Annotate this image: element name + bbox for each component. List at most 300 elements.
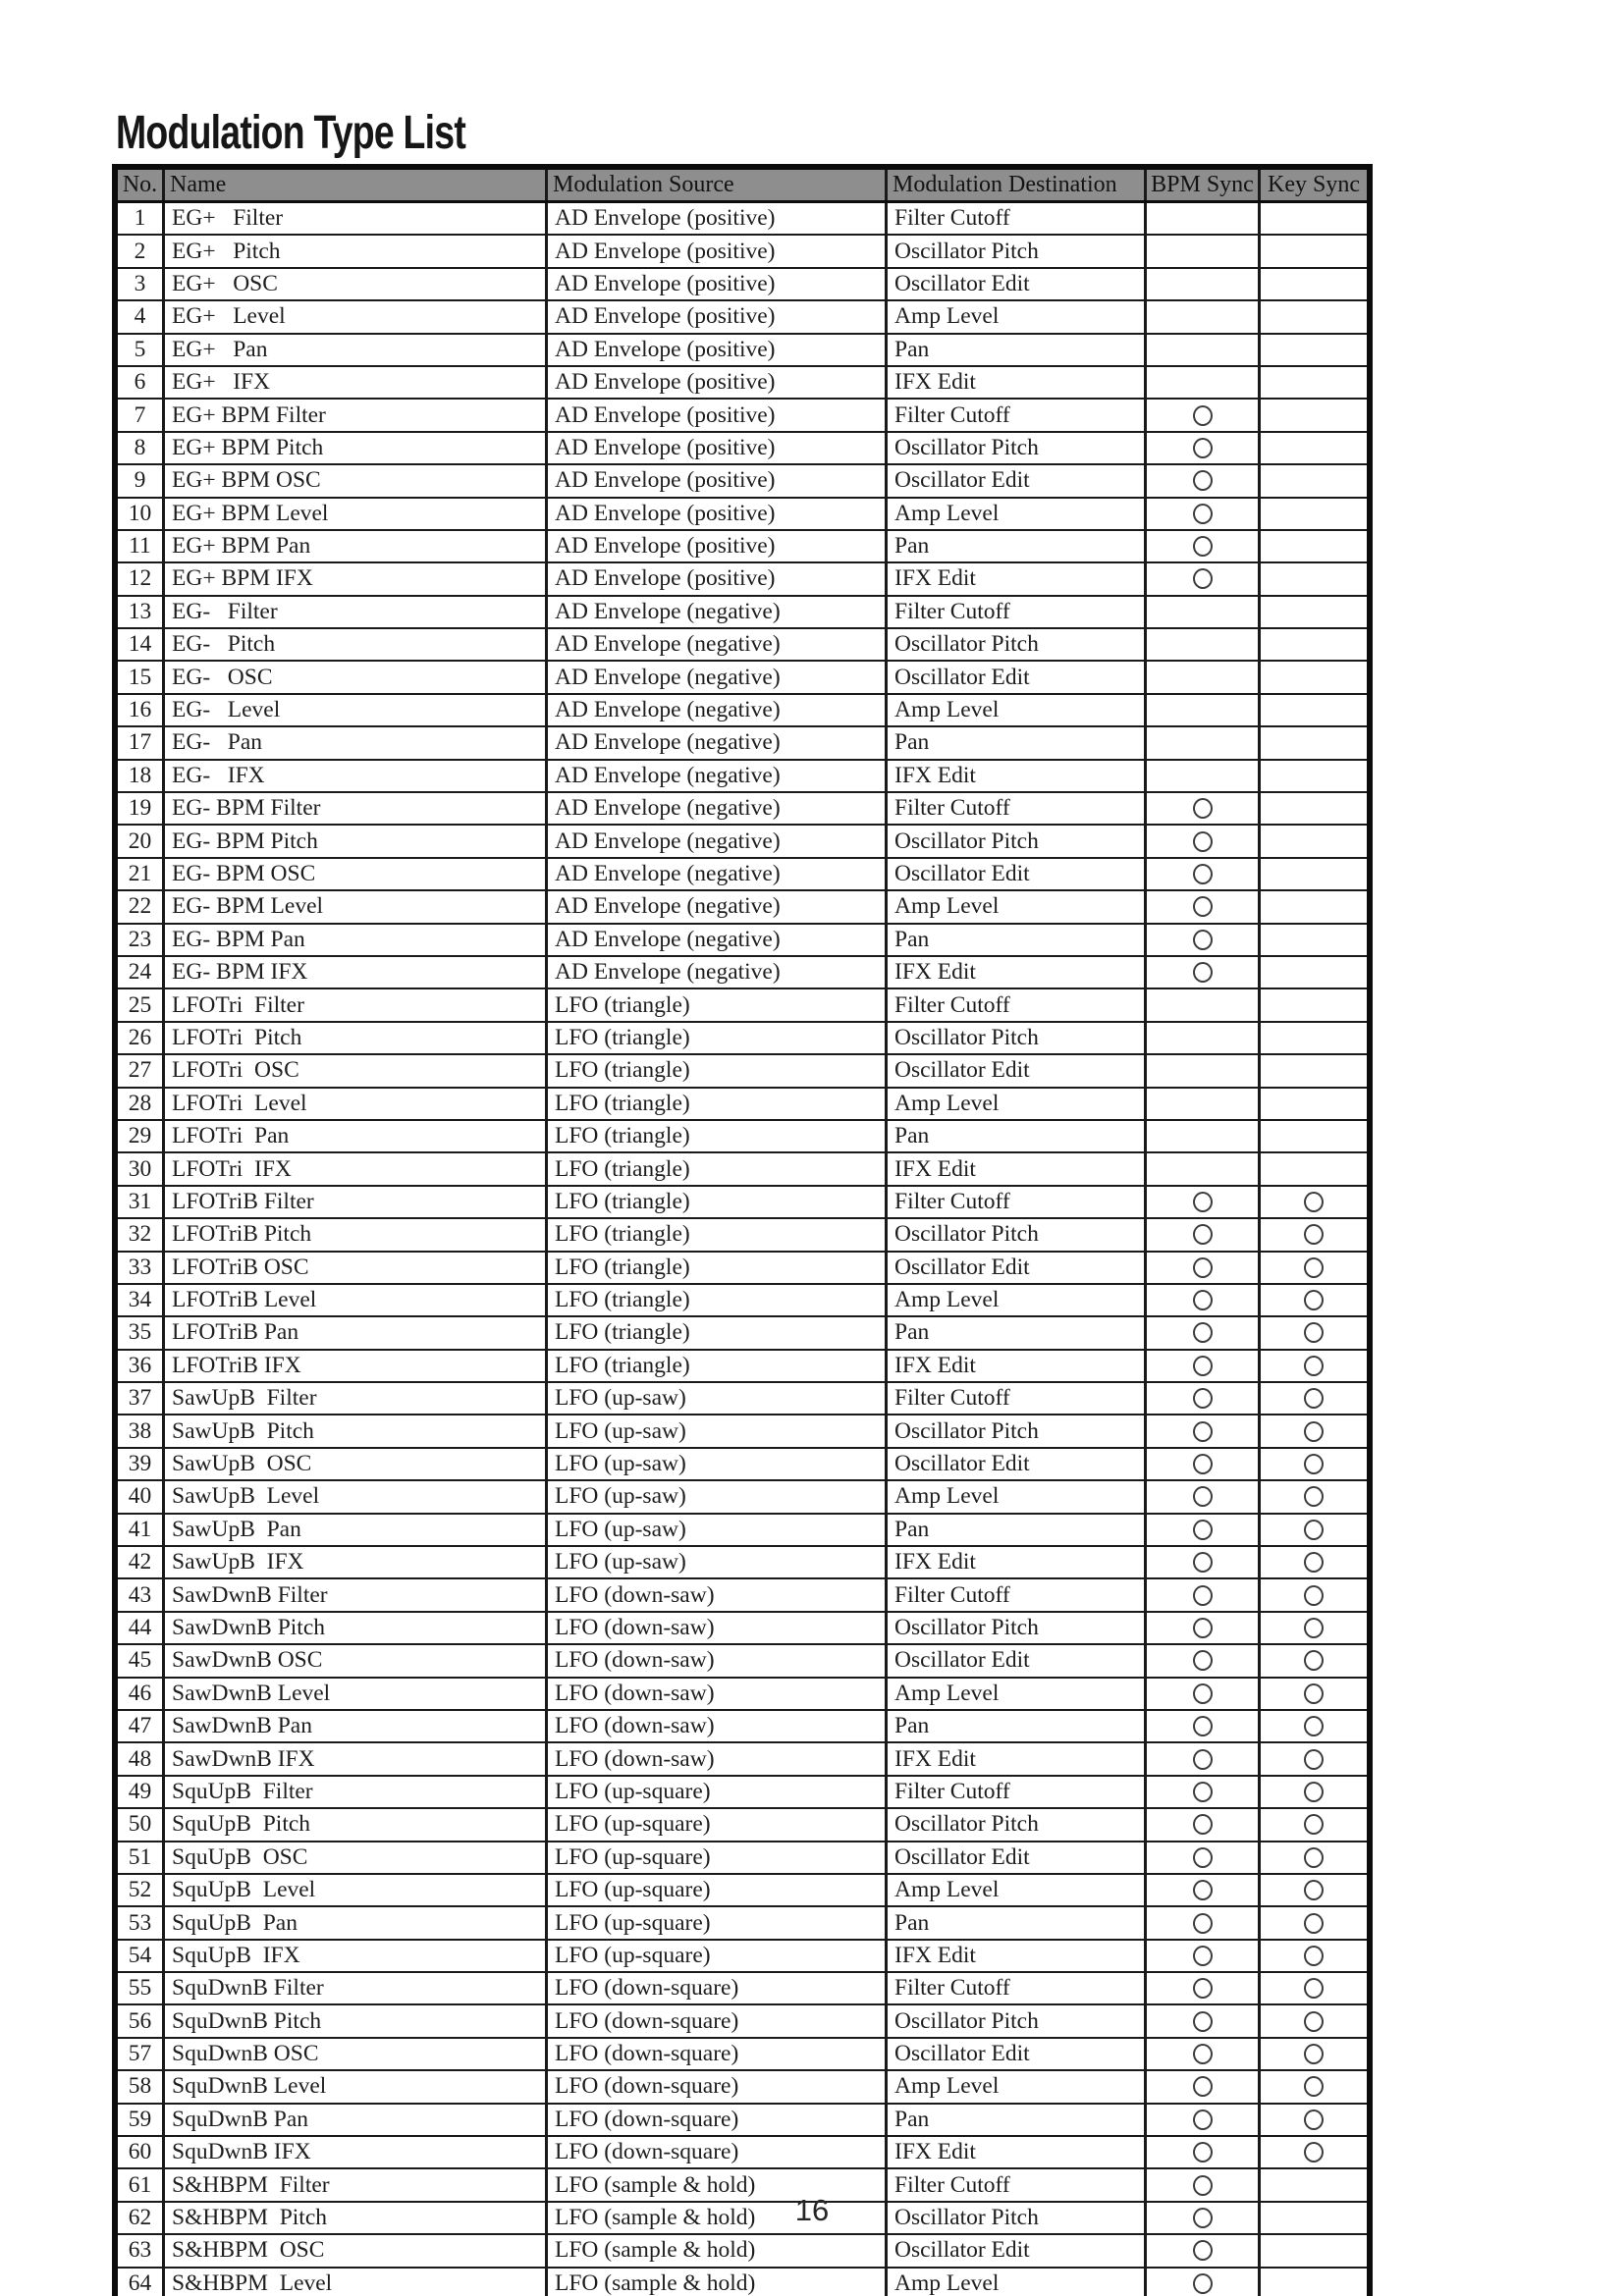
cell-key-sync	[1261, 1777, 1367, 1807]
cell-destination: Oscillator Edit	[888, 1842, 1147, 1873]
cell-bpm-sync	[1147, 499, 1261, 529]
cell-no: 33	[118, 1253, 165, 1283]
key-sync-mark	[1304, 1683, 1324, 1704]
key-sync-mark	[1304, 1356, 1324, 1376]
cell-name: EG+ BPM Filter	[165, 400, 548, 430]
cell-no: 19	[118, 793, 165, 824]
cell-bpm-sync	[1147, 1515, 1261, 1545]
cell-destination: IFX Edit	[888, 2137, 1147, 2167]
cell-bpm-sync	[1147, 925, 1261, 955]
cell-destination: IFX Edit	[888, 957, 1147, 988]
cell-destination: Filter Cutoff	[888, 1187, 1147, 1217]
cell-source: AD Envelope (negative)	[548, 727, 888, 758]
bpm-sync-mark	[1193, 470, 1213, 491]
cell-key-sync	[1261, 1875, 1367, 1905]
header-key-sync: Key Sync	[1268, 172, 1360, 197]
cell-key-sync	[1261, 989, 1367, 1020]
key-sync-mark	[1304, 1946, 1324, 1966]
cell-bpm-sync	[1147, 662, 1261, 692]
cell-destination: Filter Cutoff	[888, 400, 1147, 430]
bpm-sync-mark	[1193, 504, 1213, 524]
cell-destination: Oscillator Edit	[888, 2235, 1147, 2266]
table-row	[118, 1285, 1367, 1317]
cell-no: 23	[118, 925, 165, 955]
cell-name: SquUpB Pitch	[165, 1809, 548, 1840]
cell-no: 64	[118, 2269, 165, 2296]
cell-bpm-sync	[1147, 1645, 1261, 1676]
table-row	[118, 1153, 1367, 1186]
bpm-sync-mark	[1193, 536, 1213, 557]
cell-no: 50	[118, 1809, 165, 1840]
cell-no: 49	[118, 1777, 165, 1807]
cell-no: 59	[118, 2105, 165, 2135]
table-row	[118, 1449, 1367, 1481]
cell-no: 60	[118, 2137, 165, 2167]
cell-key-sync	[1261, 2039, 1367, 2069]
cell-key-sync	[1261, 891, 1367, 922]
cell-destination: Filter Cutoff	[888, 1383, 1147, 1414]
cell-bpm-sync	[1147, 1613, 1261, 1643]
modulation-table	[112, 164, 1373, 2296]
bpm-sync-mark	[1193, 930, 1213, 950]
cell-no: 4	[118, 301, 165, 332]
cell-no: 63	[118, 2235, 165, 2266]
cell-name: SawUpB Pitch	[165, 1415, 548, 1446]
key-sync-mark	[1304, 1486, 1324, 1507]
cell-no: 12	[118, 563, 165, 594]
table-row	[118, 400, 1367, 432]
table-row	[118, 2105, 1367, 2137]
cell-bpm-sync	[1147, 465, 1261, 496]
table-row	[118, 727, 1367, 760]
key-sync-mark	[1304, 1585, 1324, 1606]
cell-key-sync	[1261, 1907, 1367, 1938]
cell-no: 25	[118, 989, 165, 1020]
cell-key-sync	[1261, 2005, 1367, 2036]
key-sync-mark	[1304, 1782, 1324, 1802]
cell-source: LFO (triangle)	[548, 1089, 888, 1119]
cell-source: LFO (down-saw)	[548, 1579, 888, 1610]
table-row	[118, 563, 1367, 596]
cell-key-sync	[1261, 793, 1367, 824]
cell-source: AD Envelope (negative)	[548, 957, 888, 988]
bpm-sync-mark	[1193, 1520, 1213, 1540]
cell-source: AD Envelope (positive)	[548, 563, 888, 594]
table-row	[118, 2005, 1367, 2038]
table-row	[118, 1579, 1367, 1612]
cell-destination: IFX Edit	[888, 1547, 1147, 1577]
cell-no: 27	[118, 1055, 165, 1086]
cell-name: S&HBPM OSC	[165, 2235, 548, 2266]
cell-destination: Oscillator Edit	[888, 1055, 1147, 1086]
bpm-sync-mark	[1193, 1847, 1213, 1868]
cell-name: LFOTriB Pitch	[165, 1219, 548, 1250]
cell-bpm-sync	[1147, 1351, 1261, 1381]
cell-name: S&HBPM Level	[165, 2269, 548, 2296]
cell-destination: Pan	[888, 2105, 1147, 2135]
table-row	[118, 1121, 1367, 1153]
cell-name: EG- OSC	[165, 662, 548, 692]
cell-key-sync	[1261, 531, 1367, 561]
cell-no: 38	[118, 1415, 165, 1446]
cell-no: 48	[118, 1743, 165, 1774]
cell-key-sync	[1261, 1153, 1367, 1184]
cell-bpm-sync	[1147, 1023, 1261, 1053]
cell-source: LFO (up-square)	[548, 1907, 888, 1938]
cell-name: LFOTri IFX	[165, 1153, 548, 1184]
cell-key-sync	[1261, 563, 1367, 594]
table-row	[118, 499, 1367, 531]
cell-name: SquUpB Filter	[165, 1777, 548, 1807]
cell-name: LFOTri Filter	[165, 989, 548, 1020]
cell-name: LFOTri Pan	[165, 1121, 548, 1151]
cell-key-sync	[1261, 465, 1367, 496]
cell-key-sync	[1261, 662, 1367, 692]
cell-destination: Oscillator Pitch	[888, 1023, 1147, 1053]
table-row	[118, 1679, 1367, 1711]
cell-source: LFO (up-saw)	[548, 1481, 888, 1512]
cell-source: LFO (triangle)	[548, 1317, 888, 1348]
cell-source: LFO (up-square)	[548, 1842, 888, 1873]
cell-destination: Amp Level	[888, 1089, 1147, 1119]
bpm-sync-mark	[1193, 1650, 1213, 1671]
table-row	[118, 662, 1367, 694]
cell-no: 29	[118, 1121, 165, 1151]
cell-bpm-sync	[1147, 1187, 1261, 1217]
bpm-sync-mark	[1193, 1421, 1213, 1442]
cell-no: 2	[118, 236, 165, 266]
bpm-sync-mark	[1193, 1388, 1213, 1409]
cell-bpm-sync	[1147, 2039, 1261, 2069]
cell-destination: Oscillator Edit	[888, 2039, 1147, 2069]
cell-source: LFO (down-square)	[548, 2071, 888, 2102]
key-sync-mark	[1304, 1322, 1324, 1343]
cell-key-sync	[1261, 1383, 1367, 1414]
bpm-sync-mark	[1193, 1978, 1213, 1999]
cell-name: SquDwnB Pan	[165, 2105, 548, 2135]
table-row	[118, 859, 1367, 891]
table-row	[118, 1645, 1367, 1678]
cell-destination: Oscillator Edit	[888, 269, 1147, 299]
cell-source: LFO (down-square)	[548, 2039, 888, 2069]
cell-no: 30	[118, 1153, 165, 1184]
cell-no: 5	[118, 335, 165, 365]
cell-key-sync	[1261, 433, 1367, 463]
bpm-sync-mark	[1193, 864, 1213, 884]
cell-no: 51	[118, 1842, 165, 1873]
cell-no: 62	[118, 2203, 165, 2233]
cell-name: EG+ Pan	[165, 335, 548, 365]
cell-no: 61	[118, 2169, 165, 2200]
cell-key-sync	[1261, 695, 1367, 725]
cell-no: 39	[118, 1449, 165, 1479]
cell-destination: Oscillator Pitch	[888, 1219, 1147, 1250]
cell-destination: IFX Edit	[888, 1153, 1147, 1184]
key-sync-mark	[1304, 1454, 1324, 1474]
cell-destination: IFX Edit	[888, 761, 1147, 791]
cell-name: SquUpB Pan	[165, 1907, 548, 1938]
cell-key-sync	[1261, 236, 1367, 266]
cell-bpm-sync	[1147, 1317, 1261, 1348]
cell-source: AD Envelope (negative)	[548, 891, 888, 922]
cell-bpm-sync	[1147, 531, 1261, 561]
cell-key-sync	[1261, 1121, 1367, 1151]
cell-key-sync	[1261, 1449, 1367, 1479]
cell-source: AD Envelope (positive)	[548, 203, 888, 234]
cell-bpm-sync	[1147, 891, 1261, 922]
cell-key-sync	[1261, 1253, 1367, 1283]
cell-destination: Filter Cutoff	[888, 793, 1147, 824]
cell-destination: Filter Cutoff	[888, 1777, 1147, 1807]
table-row	[118, 761, 1367, 793]
table-row	[118, 1023, 1367, 1055]
cell-source: LFO (sample & hold)	[548, 2269, 888, 2296]
cell-source: LFO (down-square)	[548, 2005, 888, 2036]
table-row	[118, 465, 1367, 498]
cell-no: 8	[118, 433, 165, 463]
cell-source: LFO (up-saw)	[548, 1547, 888, 1577]
key-sync-mark	[1304, 1716, 1324, 1736]
cell-name: EG- BPM IFX	[165, 957, 548, 988]
cell-destination: Oscillator Edit	[888, 1449, 1147, 1479]
table-row	[118, 1875, 1367, 1907]
cell-destination: Pan	[888, 925, 1147, 955]
cell-no: 42	[118, 1547, 165, 1577]
table-row	[118, 301, 1367, 334]
key-sync-mark	[1304, 1257, 1324, 1278]
cell-key-sync	[1261, 1679, 1367, 1709]
cell-bpm-sync	[1147, 2105, 1261, 2135]
cell-bpm-sync	[1147, 335, 1261, 365]
cell-key-sync	[1261, 597, 1367, 627]
key-sync-mark	[1304, 1290, 1324, 1310]
cell-source: AD Envelope (positive)	[548, 531, 888, 561]
cell-destination: Amp Level	[888, 2269, 1147, 2296]
cell-source: LFO (up-saw)	[548, 1415, 888, 1446]
cell-bpm-sync	[1147, 1219, 1261, 1250]
cell-source: LFO (sample & hold)	[548, 2235, 888, 2266]
key-sync-mark	[1304, 1880, 1324, 1900]
cell-key-sync	[1261, 1941, 1367, 1971]
cell-destination: Pan	[888, 1711, 1147, 1741]
table-row	[118, 1777, 1367, 1809]
bpm-sync-mark	[1193, 1224, 1213, 1245]
cell-source: LFO (down-saw)	[548, 1613, 888, 1643]
bpm-sync-mark	[1193, 2240, 1213, 2261]
cell-source: LFO (triangle)	[548, 1351, 888, 1381]
cell-bpm-sync	[1147, 2137, 1261, 2167]
cell-bpm-sync	[1147, 400, 1261, 430]
cell-source: LFO (up-saw)	[548, 1383, 888, 1414]
header-name: Name	[165, 170, 548, 200]
bpm-sync-mark	[1193, 2011, 1213, 2032]
table-row	[118, 2235, 1367, 2268]
cell-key-sync	[1261, 1743, 1367, 1774]
cell-source: AD Envelope (negative)	[548, 629, 888, 660]
cell-destination: IFX Edit	[888, 1743, 1147, 1774]
bpm-sync-mark	[1193, 1290, 1213, 1310]
cell-key-sync	[1261, 761, 1367, 791]
table-row	[118, 957, 1367, 989]
cell-key-sync	[1261, 1842, 1367, 1873]
table-row	[118, 269, 1367, 301]
cell-source: AD Envelope (positive)	[548, 301, 888, 332]
cell-no: 21	[118, 859, 165, 889]
bpm-sync-mark	[1193, 1322, 1213, 1343]
table-row	[118, 629, 1367, 662]
table-row	[118, 1809, 1367, 1842]
bpm-sync-mark	[1193, 798, 1213, 819]
cell-destination: Oscillator Edit	[888, 1253, 1147, 1283]
bpm-sync-mark	[1193, 1683, 1213, 1704]
cell-bpm-sync	[1147, 761, 1261, 791]
cell-bpm-sync	[1147, 1579, 1261, 1610]
table-row	[118, 989, 1367, 1022]
cell-name: SawDwnB Pan	[165, 1711, 548, 1741]
cell-destination: Pan	[888, 531, 1147, 561]
cell-name: SquDwnB Pitch	[165, 2005, 548, 2036]
cell-key-sync	[1261, 859, 1367, 889]
cell-key-sync	[1261, 1317, 1367, 1348]
cell-no: 6	[118, 367, 165, 398]
cell-source: AD Envelope (positive)	[548, 400, 888, 430]
key-sync-mark	[1304, 1814, 1324, 1835]
cell-no: 44	[118, 1613, 165, 1643]
cell-destination: Amp Level	[888, 499, 1147, 529]
cell-key-sync	[1261, 1613, 1367, 1643]
bpm-sync-mark	[1193, 568, 1213, 589]
cell-no: 37	[118, 1383, 165, 1414]
cell-bpm-sync	[1147, 1089, 1261, 1119]
header-bpm-sync: BPM Sync	[1147, 170, 1261, 200]
cell-source: LFO (up-square)	[548, 1941, 888, 1971]
cell-destination: Oscillator Pitch	[888, 1809, 1147, 1840]
cell-destination: Amp Level	[888, 2071, 1147, 2102]
cell-key-sync	[1261, 1711, 1367, 1741]
cell-source: LFO (up-saw)	[548, 1449, 888, 1479]
table-row	[118, 1383, 1367, 1415]
key-sync-mark	[1304, 1520, 1324, 1540]
cell-name: SawDwnB Pitch	[165, 1613, 548, 1643]
bpm-sync-mark	[1193, 1618, 1213, 1638]
bpm-sync-mark	[1193, 2109, 1213, 2130]
cell-no: 17	[118, 727, 165, 758]
cell-destination: IFX Edit	[888, 563, 1147, 594]
cell-no: 55	[118, 1973, 165, 2003]
cell-no: 16	[118, 695, 165, 725]
table-row	[118, 1515, 1367, 1547]
cell-key-sync	[1261, 2235, 1367, 2266]
cell-name: SquDwnB Filter	[165, 1973, 548, 2003]
cell-bpm-sync	[1147, 1153, 1261, 1184]
cell-name: SawUpB Level	[165, 1481, 548, 1512]
cell-name: EG- Level	[165, 695, 548, 725]
cell-no: 3	[118, 269, 165, 299]
cell-no: 18	[118, 761, 165, 791]
cell-source: AD Envelope (positive)	[548, 269, 888, 299]
cell-name: LFOTri Level	[165, 1089, 548, 1119]
cell-name: LFOTriB IFX	[165, 1351, 548, 1381]
bpm-sync-mark	[1193, 1814, 1213, 1835]
cell-bpm-sync	[1147, 236, 1261, 266]
cell-destination: Amp Level	[888, 1285, 1147, 1315]
header-no: No.	[118, 170, 165, 200]
cell-name: LFOTri Pitch	[165, 1023, 548, 1053]
cell-no: 46	[118, 1679, 165, 1709]
cell-bpm-sync	[1147, 1121, 1261, 1151]
cell-name: SawDwnB IFX	[165, 1743, 548, 1774]
cell-key-sync	[1261, 2105, 1367, 2135]
cell-bpm-sync	[1147, 301, 1261, 332]
key-sync-mark	[1304, 1224, 1324, 1245]
cell-no: 58	[118, 2071, 165, 2102]
bpm-sync-mark	[1193, 1585, 1213, 1606]
cell-no: 52	[118, 1875, 165, 1905]
cell-bpm-sync	[1147, 1415, 1261, 1446]
cell-key-sync	[1261, 2269, 1367, 2296]
key-sync-mark	[1304, 1192, 1324, 1212]
cell-name: EG- BPM Level	[165, 891, 548, 922]
cell-key-sync	[1261, 2071, 1367, 2102]
cell-destination: Oscillator Pitch	[888, 433, 1147, 463]
cell-destination: Pan	[888, 1907, 1147, 1938]
bpm-sync-mark	[1193, 2273, 1213, 2294]
cell-name: EG- BPM Pan	[165, 925, 548, 955]
cell-name: EG- BPM OSC	[165, 859, 548, 889]
cell-bpm-sync	[1147, 695, 1261, 725]
cell-destination: IFX Edit	[888, 1351, 1147, 1381]
cell-no: 35	[118, 1317, 165, 1348]
cell-key-sync	[1261, 1351, 1367, 1381]
key-sync-mark	[1304, 1650, 1324, 1671]
cell-source: AD Envelope (positive)	[548, 433, 888, 463]
cell-source: LFO (triangle)	[548, 1253, 888, 1283]
cell-key-sync	[1261, 1089, 1367, 1119]
cell-name: EG- IFX	[165, 761, 548, 791]
cell-key-sync	[1261, 499, 1367, 529]
cell-name: LFOTri OSC	[165, 1055, 548, 1086]
table-row	[118, 826, 1367, 858]
cell-source: LFO (down-saw)	[548, 1711, 888, 1741]
cell-name: EG+ BPM Pitch	[165, 433, 548, 463]
key-sync-mark	[1304, 2044, 1324, 2064]
bpm-sync-mark	[1193, 1486, 1213, 1507]
cell-name: EG+ BPM Level	[165, 499, 548, 529]
cell-name: SquUpB IFX	[165, 1941, 548, 1971]
cell-no: 57	[118, 2039, 165, 2069]
cell-bpm-sync	[1147, 1907, 1261, 1938]
header-modulation-destination: Modulation Destination	[888, 170, 1147, 200]
bpm-sync-mark	[1193, 2142, 1213, 2163]
table-row	[118, 1613, 1367, 1645]
key-sync-mark	[1304, 1552, 1324, 1573]
cell-destination: Oscillator Pitch	[888, 2203, 1147, 2233]
cell-source: AD Envelope (positive)	[548, 499, 888, 529]
table-row	[118, 1317, 1367, 1350]
table-row	[118, 1907, 1367, 1940]
bpm-sync-mark	[1193, 1454, 1213, 1474]
bpm-sync-mark	[1193, 2044, 1213, 2064]
cell-destination: Amp Level	[888, 891, 1147, 922]
table-row	[118, 1973, 1367, 2005]
cell-name: EG+ Level	[165, 301, 548, 332]
cell-destination: Oscillator Pitch	[888, 629, 1147, 660]
cell-destination: Filter Cutoff	[888, 203, 1147, 234]
cell-no: 26	[118, 1023, 165, 1053]
bpm-sync-mark	[1193, 438, 1213, 458]
cell-no: 22	[118, 891, 165, 922]
table-row	[118, 2039, 1367, 2071]
